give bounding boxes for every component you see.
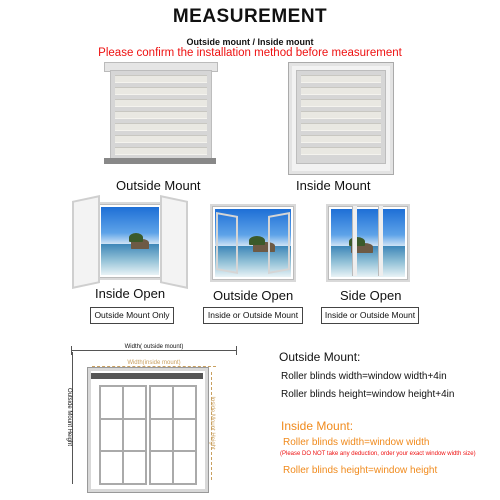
inside-width-formula: Roller blinds width=window width xyxy=(283,437,430,448)
outside-height-formula: Roller blinds height=window height+4in xyxy=(281,389,455,400)
window-frame xyxy=(88,368,208,492)
side-open-label: Side Open xyxy=(340,288,402,303)
outside-mount-blind-image xyxy=(104,62,216,167)
outside-mount-label: Outside Mount xyxy=(116,178,201,193)
inside-mount-heading: Inside Mount: xyxy=(281,419,354,433)
blind-fabric xyxy=(110,70,212,160)
mount-subtitle: Outside mount / Inside mount xyxy=(186,37,314,47)
outside-open-label: Outside Open xyxy=(213,288,294,303)
mount-option-badge: Outside Mount Only xyxy=(90,307,174,324)
warning-text: Please confirm the installation method before measurement xyxy=(98,47,402,59)
blind-fabric xyxy=(296,70,386,164)
inside-height-formula: Roller blinds height=window height xyxy=(283,465,438,476)
page-title: MEASUREMENT xyxy=(172,6,328,27)
width-inside-label: Width(inside mount) xyxy=(127,360,181,366)
inside-open-label: Inside Open xyxy=(95,286,166,301)
outside-width-formula: Roller blinds width=window width+4in xyxy=(281,371,447,382)
mount-option-badge: Inside or Outside Mount xyxy=(203,307,303,324)
width-outside-label: Width( outside mount) xyxy=(124,344,184,350)
blind-bottom-rail xyxy=(104,158,216,164)
mount-option-badge: Inside or Outside Mount xyxy=(321,307,419,324)
height-inside-label: Inside Mount Height xyxy=(209,396,215,450)
inside-mount-blind-image xyxy=(289,63,393,174)
outside-mount-heading: Outside Mount: xyxy=(279,350,361,364)
inside-width-note: (Please DO NOT take any deduction, order your exact window width size) xyxy=(280,451,476,457)
inside-mount-label: Inside Mount xyxy=(296,178,371,193)
height-outside-label: Outside Mount Height xyxy=(66,387,72,447)
